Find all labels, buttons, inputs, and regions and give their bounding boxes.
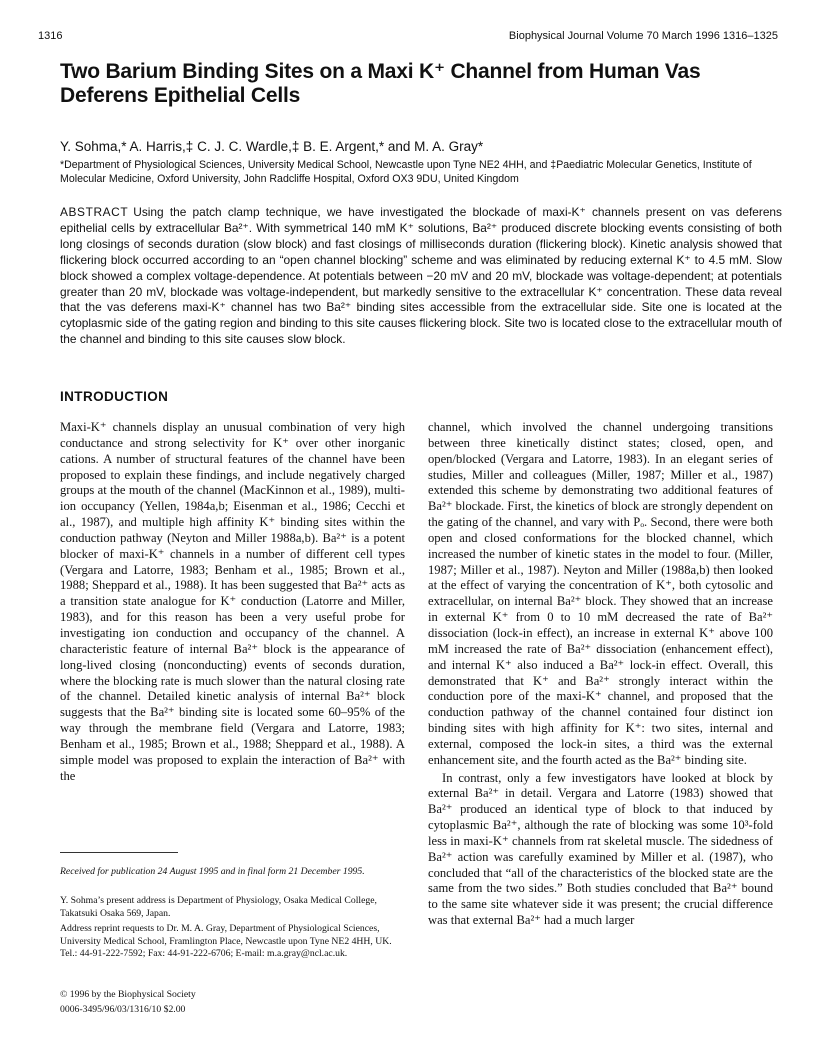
- footnote-present-address: Y. Sohma’s present address is Department of Physiology, Osaka Medical College, Takatsuki Osaka 569, Japan.: [60, 895, 377, 919]
- footnote-rule: [60, 852, 178, 853]
- abstract-text: Using the patch clamp technique, we have investigated the blockade of maxi-K⁺ channels present on vas deferens epithelial cells by extracellular Ba²⁺. With symmetrical 140 mM K⁺ solutions, Ba²⁺ produced discrete blocking events consisting of both long closings of seconds duration (slow block) and fast closings of milliseconds duration (flickering block). Kinetic analysis showed that flickering block occurred according to an “open channel blocking” scheme and was eliminated by reducing external K⁺ to 4.5 mM. Slow block showed a complex voltage-dependence. At potentials between −20 mV and 20 mV, blockade was voltage-dependent; at potentials greater than 20 mV, blockade was voltage-independent, but markedly sensitive to the extracellular K⁺ concentration. These data reveal that the vas deferens maxi-K⁺ channel has two Ba²⁺ binding sites accessible from the extracellular side. Site one is located at the cytoplasmic side of the gating region and binding to this site causes flickering block. Site two is located close to the extracellular mouth of the channel and binding to this site causes slow block.: [60, 205, 782, 347]
- body-column-left: [60, 420, 405, 784]
- footnote-article-code: 0006-3495/96/03/1316/10 $2.00: [60, 1004, 186, 1015]
- article-title: Two Barium Binding Sites on a Maxi K⁺ Channel from Human Vas Deferens Epithelial Cells: [60, 60, 701, 107]
- abstract: [60, 205, 782, 348]
- affiliations: *Department of Physiological Sciences, University Medical School, Newcastle upon Tyne NE2 4HH, and ‡Paediatric Molecular Genetics, Institute of Molecular Medicine, Oxford University, John Radcliffe Hospital, Oxford OX3 9DU, United Kingdom: [60, 159, 752, 185]
- paragraph: Maxi-K⁺ channels display an unusual combination of very high conductance and strong selectivity for K⁺ over other inorganic cations. A number of structural features of the channel have been proposed to explain these findings, and include negatively charged groups at the mouth of the channel (MacKinnon et al., 1989), multi-ion occupancy (Yellen, 1984a,b; Eisenman et al., 1986; Cecchi et al., 1987), and multiple high affinity K⁺ binding sites within the conduction pathway (Neyton and Miller 1988a,b). Ba²⁺ is a potent blocker of maxi-K⁺ channels in a number of different cell types (Vergara and Latorre, 1983; Benham et al., 1985; Brown et al., 1988; Sheppard et al., 1988). It has been suggested that Ba²⁺ acts as a transition state analogue for K⁺ conduction (Latorre and Miller, 1983), and for this reason has been a very useful probe for investigating ion conduction and occupancy of the channel. A characteristic feature of internal Ba²⁺ block is the appearance of long-lived closing (nonconducting) events of seconds duration, where the blocking rate is much slower than the natural closing rate of the channel. Detailed kinetic analysis of internal Ba²⁺ block suggests that the Ba²⁺ binding site is located some 60–95% of the way through the membrane field (Vergara and Latorre, 1983; Benham et al., 1985; Brown et al., 1988; Sheppard et al., 1988). A simple model was proposed to explain the interaction of Ba²⁺ with the: [60, 420, 405, 783]
- page-number: 1316: [38, 30, 63, 42]
- abstract-label: ABSTRACT: [60, 205, 129, 219]
- footnote-received: Received for publication 24 August 1995 and in final form 21 December 1995.: [60, 866, 365, 877]
- paragraph: channel, which involved the channel undergoing transitions between three kinetically distinct states; closed, open, and open/blocked (Vergara and Latorre, 1983). In an elegant series of studies, Miller and colleagues (Miller, 1987; Miller et al., 1987) extended this scheme by demonstrating two additional features of Ba²⁺ blockade. First, the kinetics of block are strongly dependent on the gating of the channel, and vary with Pₒ. Second, there were both open and closed conformations for the blocked channel, which increased the number of kinetic states in the model to four. (Miller, 1987; Miller et al., 1987). Neyton and Miller (1988a,b) then looked at the effect of varying the concentration of K⁺, both cytosolic and extracellular, on internal Ba²⁺ block. They showed that an increase in external K⁺ from 0 to 10 mM decreased the rate of Ba²⁺ dissociation (lock-in effect), an increase in external K⁺ above 100 mM increased the rate of Ba²⁺ dissociation (enhancement effect), and internal K⁺ also induced a Ba²⁺ lock-in effect. Overall, this demonstrated that K⁺ and Ba²⁺ strongly interact within the conduction pore of the maxi-K⁺ channel, and proposed that the conduction pathway of the channel contained four distinct ion binding sites with high affinity for K⁺: two sites, internal and external, composed the lock-in sites, a third was the external enhancement site, and the fourth acted as the Ba²⁺ binding site.: [428, 420, 773, 767]
- author-list: Y. Sohma,* A. Harris,‡ C. J. C. Wardle,‡ B. E. Argent,* and M. A. Gray*: [60, 139, 484, 154]
- body-column-right: [428, 420, 773, 929]
- running-head: Biophysical Journal Volume 70 March 1996 1316–1325: [508, 30, 778, 42]
- footnote-reprint-requests: Address reprint requests to Dr. M. A. Gray, Department of Physiological Sciences, University Medical School, Framlington Place, Newcastle upon Tyne NE2 4HH, UK. Tel.: 44-91-222-7592; Fax: 44-91-222-6706; E-mail: m.a.gray@ncl.ac.uk.: [60, 923, 392, 959]
- paragraph: In contrast, only a few investigators have looked at block by external Ba²⁺ in detail. Vergara and Latorre (1983) showed that Ba²⁺ produced an identical type of block to that induced by cytoplasmic Ba²⁺, although the rate of blocking was some 10³-fold less in maxi-K⁺ channels from rat skeletal muscle. The sidedness of Ba²⁺ action was carefully examined by Miller et al. (1987), who concluded that “all of the characteristics of the blocked state are the same from the two sides.” Both studies concluded that Ba²⁺ bound to the same site whatever side it was present; the crucial difference was that external Ba²⁺ had a much larger: [428, 770, 773, 928]
- footnote-copyright: © 1996 by the Biophysical Society: [60, 989, 196, 1000]
- section-heading-introduction: INTRODUCTION: [60, 389, 169, 404]
